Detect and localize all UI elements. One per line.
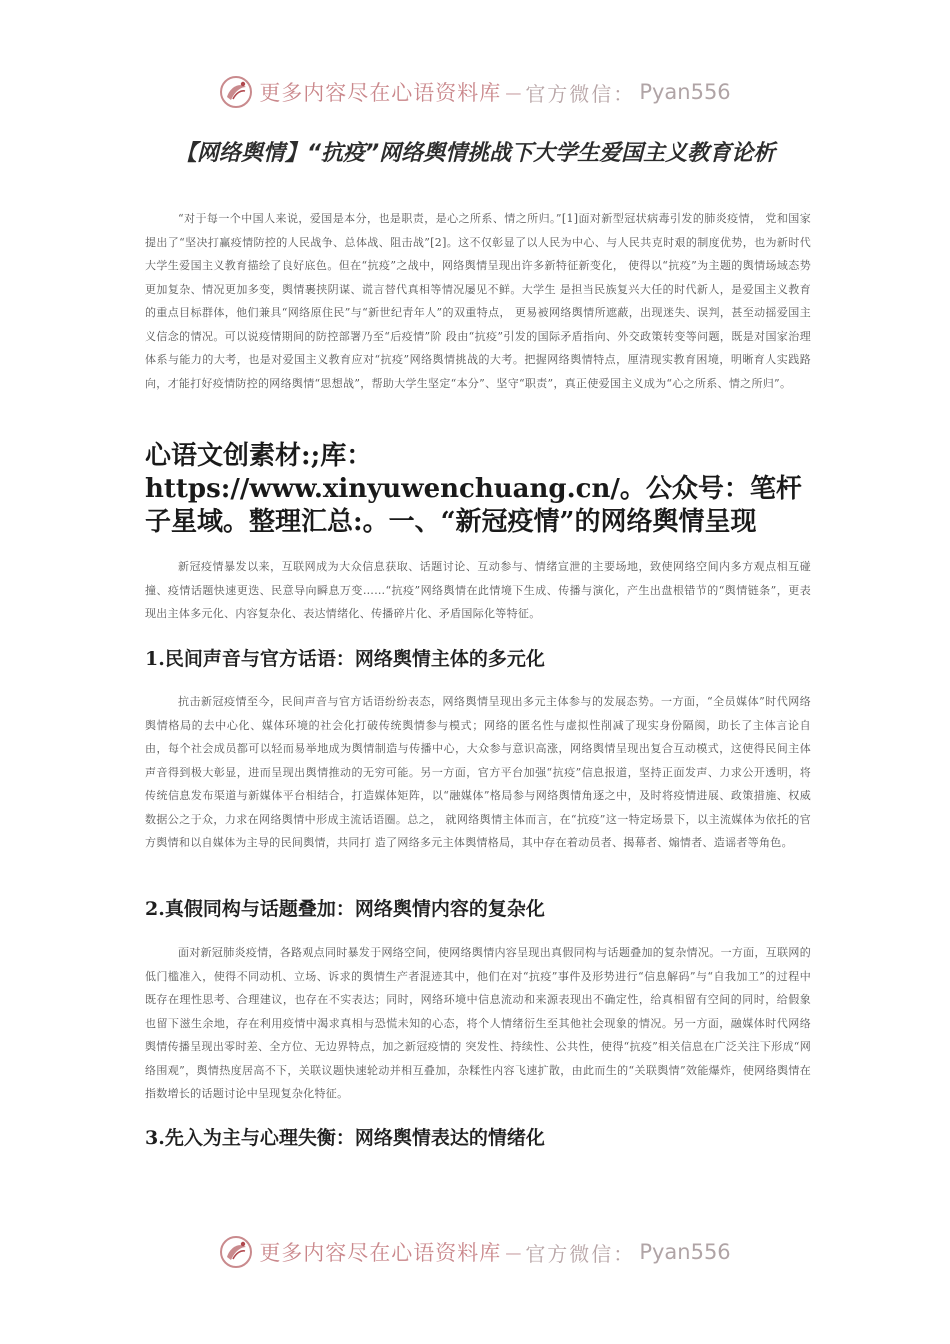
subheading-2: 2.真假同构与话题叠加：网络舆情内容的复杂化	[145, 898, 545, 920]
subheading-1: 1.民间声音与官方话语：网络舆情主体的多元化	[145, 648, 545, 670]
subsection-2-paragraph: 面对新冠肺炎疫情，各路观点同时暴发于网络空间，使网络舆情内容呈现出真假同构与话题叠加的复杂情况。一方面，互联网的低门槛准入，使得不同动机、立场、诉求的舆情生产者混迹其中，他们在对“抗疫”事件及形势进行“信息解码”与“自我加工”的过程中既存在理性思考、合理建议，也存在不实表达；同时，网络环境中信息流动和来源表现出不确定性，给真相留有空间的同时，给假象也留下滋生余地，存在利用疫情中渴求真相与恐慌未知的心态，将个人情绪衍生至其他社会现象的情况。另一方面，融媒体时代网络舆情传播呈现出零时差、全方位、无边界特点，加之新冠疫情的 突发性、持续性、公共性，使得“抗疫”相关信息在广泛关注下形成“网络围观”，舆情热度居高不下，关联议题快速轮动并相互叠加，杂糅性内容飞速扩散，由此而生的“关联舆情”效能爆炸，使网络舆情在指数增长的话题讨论中呈现复杂化特征。	[145, 946, 811, 1100]
subsection-1-paragraph: 抗击新冠疫情至今，民间声音与官方话语纷纷表态，网络舆情呈现出多元主体参与的发展态势。一方面，“全员媒体”时代网络舆情格局的去中心化、媒体环境的社会化打破传统舆情参与模式；网络的匿名性与虚拟性削减了现实身份隔阂，助长了主体言论自由，每个社会成员都可以轻而易举地成为舆情制造与传播中心，大众参与意识高涨，网络舆情呈现出复合互动模式，这使得民间主体声音得到极大彰显，进而呈现出舆情推动的无穷可能。另一方面，官方平台加强“抗疫”信息报道，坚持正面发声、力求公开透明，将传统信息发布渠道与新媒体平台相结合，打造媒体矩阵，以“融媒体”格局参与网络舆情角逐之中，及时将疫情进展、政策措施、权威数据公之于众，力求在网络舆情中形成主流话语圈。总之， 就网络舆情主体而言，在“抗疫”这一特定场景下，以主流媒体为依托的官方舆情和以自媒体为主导的民间舆情，共同打 造了网络多元主体舆情格局，其中存在着动员者、揭幕者、煽情者、造谣者等角色。	[145, 695, 811, 849]
banner-main-text: 更多内容尽在心语资料库	[259, 81, 502, 105]
banner-main-text: 更多内容尽在心语资料库	[259, 1241, 502, 1265]
logo-icon	[219, 1235, 253, 1269]
section-heading-1: 心语文创素材:;库：https://www.xinyuwenchuang.cn/。公众号：笔杆子星域。整理汇总:。一、“新冠疫情”的网络舆情呈现	[145, 441, 802, 537]
header-watermark-banner	[0, 70, 950, 114]
document-title: 【网络舆情】“抗疫”网络舆情挑战下大学生爱国主义教育论析	[174, 141, 776, 166]
banner-wechat-id: Pyan556	[639, 80, 731, 104]
logo-icon	[219, 75, 253, 109]
intro-paragraph: “对于每一个中国人来说，爱国是本分，也是职责，是心之所系、情之所归。”[1]面对新型冠状病毒引发的肺炎疫情， 党和国家提出了“坚决打赢疫情防控的人民战争、总体战、阻击战”[2]。这不仅彰显了以人民为中心、与人民共克时艰的制度优势，也为新时代大学生爱国主义教育描绘了良好底色。但在“抗疫”之战中，网络舆情呈现出许多新特征新变化， 使得以“抗疫”为主题的舆情场域态势更加复杂、情况更加多变，舆情裹挟阴谋、谎言替代真相等情况屡见不鲜。大学生 是担当民族复兴大任的时代新人，是爱国主义教育的重点目标群体，他们兼具“网络原住民”与“新世纪青年人”的双重特点， 更易被网络舆情所遮蔽，出现迷失、误判，甚至动摇爱国主义信念的情况。可以说疫情期间的防控部署乃至“后疫情”阶 段由“抗疫”引发的国际矛盾指向、外交政策转变等问题，既是对国家治理体系与能力的大考，也是对爱国主义教育应对“抗疫”网络舆情挑战的大考。把握网络舆情特点，厘清现实教育困境，明晰育人实践路向，才能打好疫情防控的网络舆情“思想战”，帮助大学生坚定“本分”、坚守“职责”，真正使爱国主义成为“心之所系、情之所归”。	[145, 212, 811, 390]
banner-separator: —	[505, 1242, 522, 1262]
footer-watermark-banner	[0, 1230, 950, 1274]
banner-wechat-id: Pyan556	[639, 1240, 731, 1264]
subheading-3: 3.先入为主与心理失衡：网络舆情表达的情绪化	[145, 1127, 545, 1149]
banner-separator: —	[505, 82, 522, 102]
section-1-paragraph: 新冠疫情暴发以来，互联网成为大众信息获取、话题讨论、互动参与、情绪宣泄的主要场地，致使网络空间内多方观点相互碰撞、疫情话题快速更迭、民意导向瞬息万变……“抗疫”网络舆情在此情境下生成、传播与演化，产生出盘根错节的“舆情链条”，更表现出主体多元化、内容复杂化、表达情绪化、传播碎片化、矛盾国际化等特征。	[145, 560, 811, 620]
banner-sub-text: 官方微信：	[525, 81, 636, 106]
banner-sub-text: 官方微信：	[525, 1241, 636, 1266]
